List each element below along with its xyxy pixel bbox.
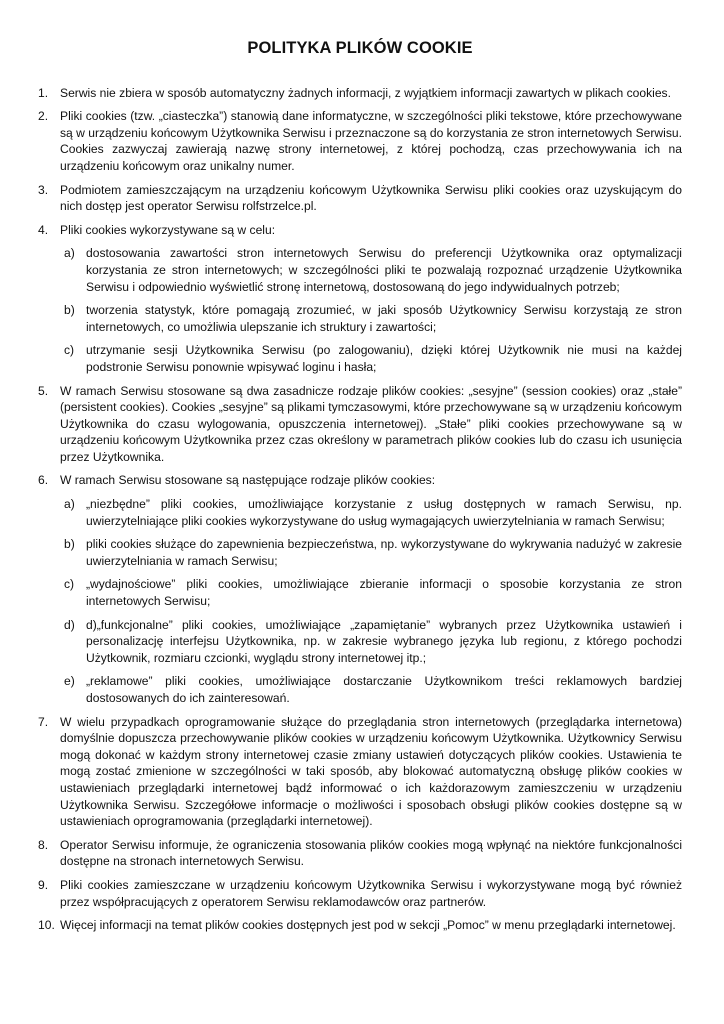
sub-letter: e)	[64, 674, 75, 689]
sub-text: tworzenia statystyk, które pomagają zrozumieć, w jaki sposób Użytkownicy Serwisu korzystają ze stron internetowych, co umożliwia ulepszanie ich struktury i zawartości;	[86, 303, 682, 334]
page-title: POLITYKA PLIKÓW COOKIE	[247, 39, 473, 57]
point-number: 9.	[38, 877, 49, 892]
point-text: W ramach Serwisu stosowane są następujące rodzaje plików cookies:	[60, 473, 436, 488]
sub-point-a	[60, 245, 682, 295]
sub-text: d)„funkcjonalne” pliki cookies, umożliwiające „zapamiętanie” wybranych przez Użytkownika ustawień i personalizację interfejsu Użytkownika, np. w zakresie wybranego języka lub regionu, z którego pochodzi Użytkownik, rozmiaru czcionki, wyglądu strony internetowej itp.;	[86, 617, 682, 665]
point-number: 4.	[38, 222, 49, 237]
point-text: Pliki cookies wykorzystywane są w celu:	[60, 222, 276, 237]
point-number: 3.	[38, 182, 49, 197]
point-text: W wielu przypadkach oprogramowanie służące do przeglądania stron internetowych (przeglądarka internetowa) domyślnie dopuszcza przechowywanie plików cookies w urządzeniu końcowym Użytkownika. Użytkownicy Serwisu mogą dokonać w każdym strony internetowej czasie zmiany ustawień dotyczących plików cookies. Ustawienia te mogą zostać zmienione w szczególności w taki sposób, aby blokować automatyczną obsługę plików cookies w ustawieniach przeglądarki internetowej bądź informować o ich każdorazowym zamieszczeniu w urządzeniu Użytkownika Serwisu. Szczegółowe informacje o możliwości i sposobach obsługi plików cookies dostępne są w ustawieniach oprogramowania (przeglądarki internetowej).	[60, 714, 682, 829]
sub-list	[60, 245, 682, 375]
sub-list	[60, 496, 682, 707]
policy-point-7	[38, 714, 682, 830]
point-text: Pliki cookies (tzw. „ciasteczka”) stanowią dane informatyczne, w szczególności pliki tekstowe, które przechowywane są w urządzeniu końcowym Użytkownika Serwisu i przeznaczone są do korzystania ze stron internetowych Serwisu. Cookies zazwyczaj zawierają nazwę strony internetowej, z której pochodzą, czas przechowywania ich na urządzeniu końcowym oraz unikalny numer.	[60, 109, 682, 173]
policy-point-9	[38, 877, 682, 910]
policy-point-8	[38, 837, 682, 870]
point-text: Operator Serwisu informuje, że ograniczenia stosowania plików cookies mogą wpłynąć na niektóre funkcjonalności dostępne na stronach internetowych Serwisu.	[60, 837, 682, 869]
point-number: 7.	[38, 714, 49, 729]
point-text: Serwis nie zbiera w sposób automatyczny żadnych informacji, z wyjątkiem informacji zawartych w plikach cookies.	[60, 85, 671, 100]
point-number: 10.	[38, 918, 55, 933]
point-number: 6.	[38, 473, 49, 488]
sub-text: „reklamowe” pliki cookies, umożliwiające dostarczanie Użytkownikom treści reklamowych bardziej dostosowanych do ich zainteresowań.	[86, 674, 682, 705]
sub-letter: c)	[64, 577, 75, 592]
sub-text: dostosowania zawartości stron internetowych Serwisu do preferencji Użytkownika oraz optymalizacji korzystania ze stron internetowych; w szczególności pliki te pozwalają rozpoznać urządzenie Użytkownika Serwisu i odpowiednio wyświetlić stronę internetową, dostosowaną do jego indywidualnych potrzeb;	[86, 246, 682, 294]
policy-list	[38, 85, 682, 934]
policy-point-5	[38, 383, 682, 466]
sub-point-c	[60, 342, 682, 375]
policy-point-4	[38, 222, 682, 376]
sub-text: „wydajnościowe” pliki cookies, umożliwiające zbieranie informacji o sposobie korzystania ze stron internetowych Serwisu;	[86, 577, 682, 609]
point-number: 2.	[38, 109, 49, 124]
point-text: Więcej informacji na temat plików cookies dostępnych jest pod w sekcji „Pomoc” w menu przeglądarki internetowej.	[60, 918, 676, 933]
point-text: Pliki cookies zamieszczane w urządzeniu końcowym Użytkownika Serwisu i wykorzystywane mogą być również przez współpracujących z operatorem Serwisu reklamodawców oraz partnerów.	[60, 877, 682, 909]
sub-letter: b)	[64, 303, 75, 318]
sub-text: „niezbędne” pliki cookies, umożliwiające korzystanie z usług dostępnych w ramach Serwisu, np. uwierzytelniające pliki cookies wykorzystywane do usług wymagających uwierzytelniania w ramach Serwisu;	[86, 497, 682, 528]
policy-point-1	[38, 85, 682, 102]
sub-point-e	[60, 673, 682, 706]
sub-letter: d)	[64, 617, 75, 632]
sub-text: pliki cookies służące do zapewnienia bezpieczeństwa, np. wykorzystywane do wykrywania nadużyć w zakresie uwierzytelniania w ramach Serwisu;	[86, 537, 682, 568]
sub-point-c	[60, 576, 682, 609]
sub-point-a	[60, 496, 682, 529]
point-text: W ramach Serwisu stosowane są dwa zasadnicze rodzaje plików cookies: „sesyjne” (session cookies) oraz „stałe” (persistent cookies). Cookies „sesyjne” są plikami tymczasowymi, które przechowywane są w urządzeniu końcowym Użytkownika do czasu wylogowania, opuszczenia internetowej). „Stałe” pliki cookies przechowywane są w urządzeniu końcowym Użytkownika przez czas określony w parametrach plików cookies lub do czasu ich usunięcia przez Użytkownika.	[60, 383, 682, 464]
sub-text: utrzymanie sesji Użytkownika Serwisu (po zalogowaniu), dzięki której Użytkownik nie musi na każdej podstronie Serwisu ponownie wpisywać loginu i hasła;	[86, 343, 682, 374]
sub-letter: c)	[64, 343, 75, 358]
sub-letter: a)	[64, 497, 75, 512]
sub-point-b	[60, 536, 682, 569]
sub-letter: a)	[64, 246, 75, 261]
policy-point-3	[38, 182, 682, 215]
point-number: 8.	[38, 837, 49, 852]
sub-point-b	[60, 302, 682, 335]
policy-point-6	[38, 472, 682, 706]
sub-letter: b)	[64, 537, 75, 552]
sub-point-d	[60, 617, 682, 667]
point-number: 5.	[38, 383, 49, 398]
policy-point-10	[38, 917, 682, 934]
point-number: 1.	[38, 85, 49, 100]
policy-point-2	[38, 108, 682, 174]
point-text: Podmiotem zamieszczającym na urządzeniu końcowym Użytkownika Serwisu pliki cookies oraz uzyskującym do nich dostęp jest operator Serwisu rolfstrzelce.pl.	[60, 182, 682, 214]
